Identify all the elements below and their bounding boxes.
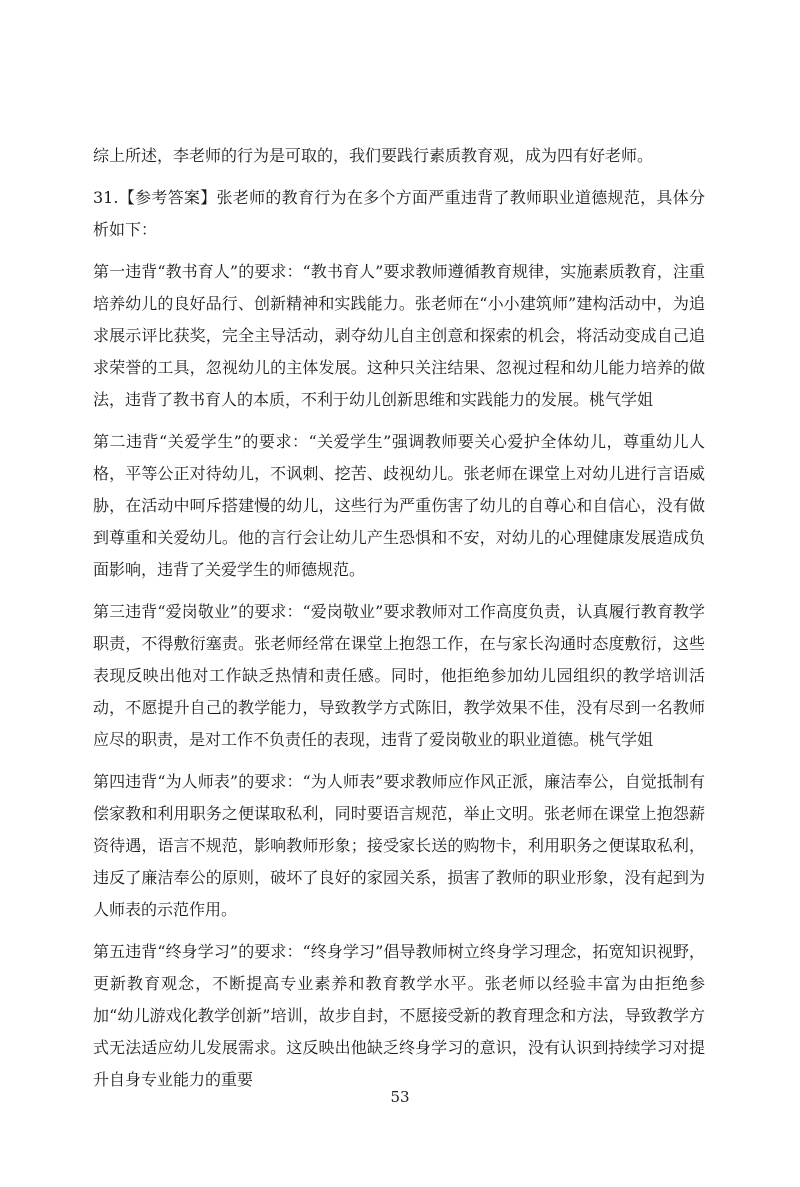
paragraph-point-5: 第五违背“终身学习”的要求：“终身学习”倡导教师树立终身学习理念，拓宽知识视野，更新教育观念，不断提高专业素养和教育教学水平。张老师以经验丰富为由拒绝参加“幼儿游戏化教学创新”培训，故步自封，不愿接受新的教育理念和方法，导致教学方式无法适应幼儿发展需求。这反映出他缺乏终身学习的意识，没有认识到持续学习对提升自身专业能力的重要: [93, 942, 705, 1089]
document-body: [93, 140, 705, 1096]
paragraph-point-1: 第一违背“教书育人”的要求：“教书育人”要求教师遵循教育规律，实施素质教育，注重培养幼儿的良好品行、创新精神和实践能力。张老师在“小小建筑师”建构活动中，为追求展示评比获奖，完全主导活动，剥夺幼儿自主创意和探索的机会，将活动变成自己追求荣誉的工具，忽视幼儿的主体发展。这种只关注结果、忽视过程和幼儿能力培养的做法，违背了教书育人的本质，不利于幼儿创新思维和实践能力的发展。桃气学姐: [93, 262, 705, 409]
paragraph-conclusion: 综上所述，李老师的行为是可取的，我们要践行素质教育观，成为四有好老师。: [93, 146, 654, 165]
paragraph-answer-31: 31.【参考答案】张老师的教育行为在多个方面严重违背了教师职业道德规范，具体分析如下：: [93, 188, 705, 239]
paragraph-point-4: 第四违背“为人师表”的要求：“为人师表”要求教师应作风正派，廉洁奉公，自觉抵制有偿家教和利用职务之便谋取私利，同时要语言规范，举止文明。张老师在课堂上抱怨薪资待遇，语言不规范，影响教师形象；接受家长送的购物卡，利用职务之便谋取私利，违反了廉洁奉公的原则，破坏了良好的家园关系，损害了教师的职业形象，没有起到为人师表的示范作用。: [93, 772, 705, 919]
page-number: 53: [390, 1088, 410, 1106]
paragraph-point-3: 第三违背“爱岗敬业”的要求：“爱岗敬业”要求教师对工作高度负责，认真履行教育教学职责，不得敷衍塞责。张老师经常在课堂上抱怨工作，在与家长沟通时态度敷衍，这些表现反映出他对工作缺乏热情和责任感。同时，他拒绝参加幼儿园组织的教学培训活动，不愿提升自己的教学能力，导致教学方式陈旧，教学效果不佳，没有尽到一名教师应尽的职责，是对工作不负责任的表现，违背了爱岗敬业的职业道德。桃气学姐: [93, 602, 705, 749]
paragraph-point-2: 第二违背“关爱学生”的要求：“关爱学生”强调教师要关心爱护全体幼儿，尊重幼儿人格，平等公正对待幼儿，不讽刺、挖苦、歧视幼儿。张老师在课堂上对幼儿进行言语威胁，在活动中呵斥搭建慢的幼儿，这些行为严重伤害了幼儿的自尊心和自信心，没有做到尊重和关爱幼儿。他的言行会让幼儿产生恐惧和不安，对幼儿的心理健康发展造成负面影响，违背了关爱学生的师德规范。: [93, 432, 705, 579]
